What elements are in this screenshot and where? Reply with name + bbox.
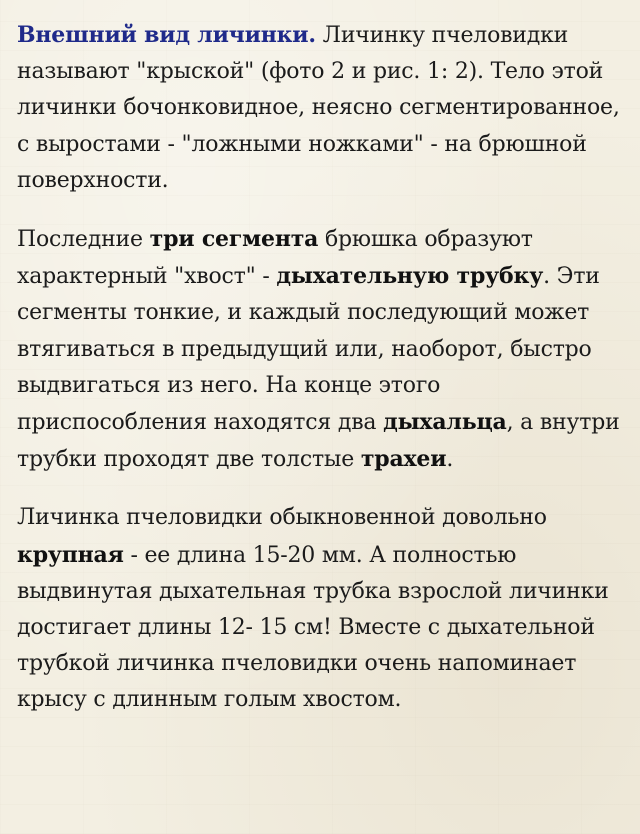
- bold-term-three-segments: три сегмента: [149, 226, 319, 253]
- paragraph-text: Последние: [17, 227, 150, 253]
- bold-term-breathing-tube: дыхательную трубку: [276, 263, 544, 290]
- paragraph-appearance: [17, 17, 628, 199]
- paragraph-text: .: [446, 447, 454, 473]
- section-heading: Внешний вид личинки.: [17, 22, 316, 48]
- bold-term-spiracles: дыхальца: [383, 409, 507, 436]
- paragraph-text: брюшка образуют характерный "хвост" -: [17, 227, 533, 290]
- paragraph-text: . Эти сегменты тонкие, и каждый последующий может втягиваться в предыдущий или, наоборот, быстро выдвигаться из него. На конце этого приспособления находятся два: [17, 264, 600, 436]
- bold-term-large: крупная: [17, 541, 124, 568]
- paragraph-text: , а внутри трубки проходят две толстые: [17, 410, 620, 473]
- paragraph-tail: [17, 221, 628, 478]
- paragraph-size: [17, 500, 628, 718]
- paragraph-text: - ее длина 15-20 мм. А полностью выдвинутая дыхательная трубка взрослой личинки достигает длины 12- 15 см! Вместе с дыхательной трубкой личинка пчеловидки очень напоминает крысу с длинным голым хвостом.: [17, 542, 609, 713]
- paragraph-text: Личинка пчеловидки обыкновенной довольно: [17, 505, 547, 531]
- bold-term-tracheae: трахеи: [360, 446, 447, 473]
- paragraph-text: Личинку пчеловидки называют "крыской" (фото 2 и рис. 1: 2). Тело этой личинки бочонковидное, неясно сегментированное, с выростами - "ложными ножками" - на брюшной поверхности.: [17, 23, 620, 193]
